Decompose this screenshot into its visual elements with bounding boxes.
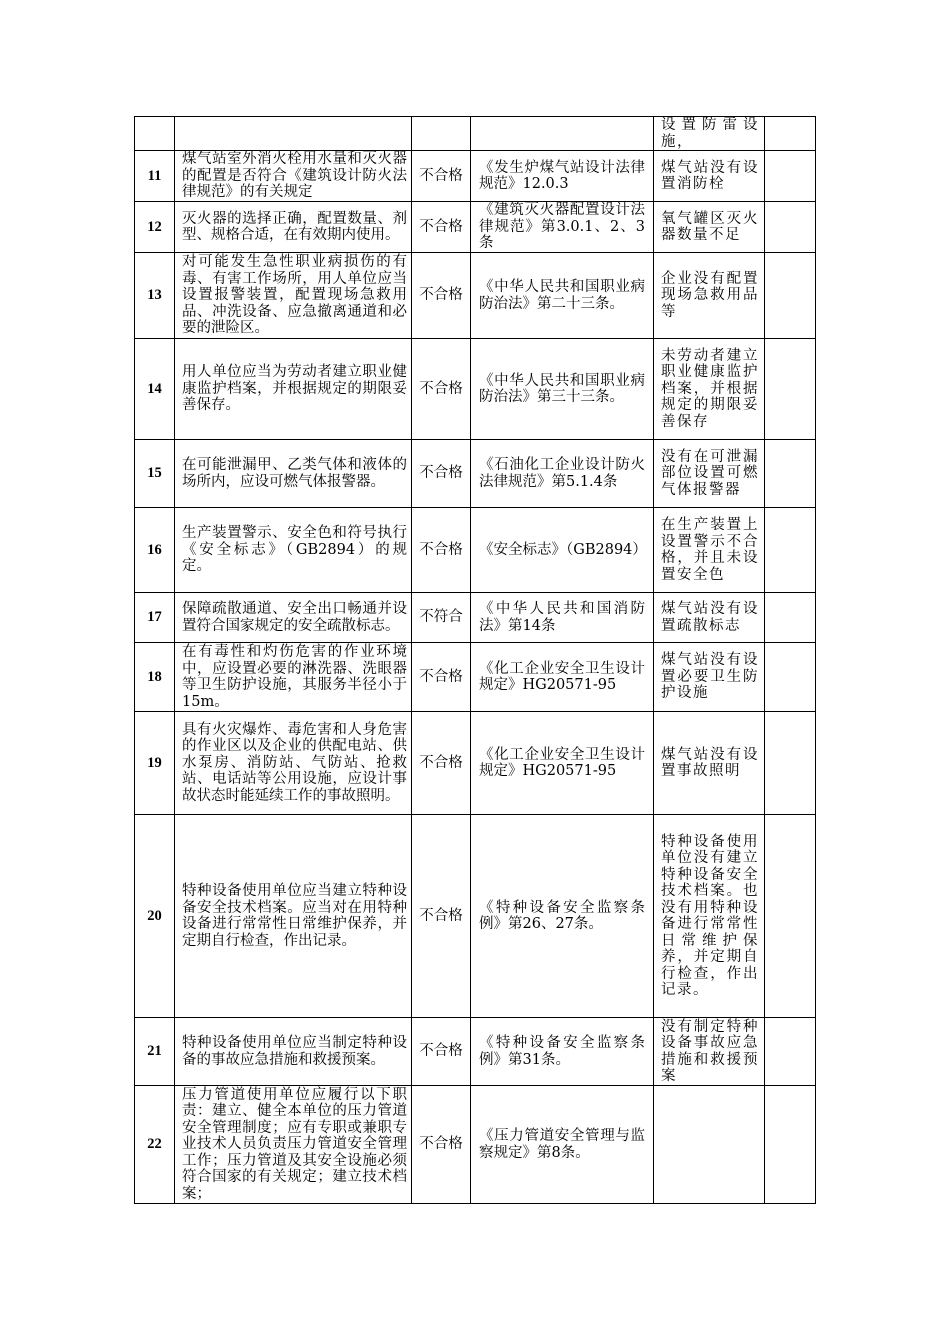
result-cell: 不合格: [412, 1018, 471, 1086]
basis-cell: [471, 117, 654, 151]
basis-cell: 《化工企业安全卫生设计规定》HG20571-95: [471, 643, 654, 712]
table-row: [135, 508, 816, 593]
requirement-cell: 特种设备使用单位应当建立特种设备安全技术档案。应当对在用特种设备进行常常性日常维护保养，并定期自行检查，作出记录。: [175, 815, 412, 1018]
result-cell: 不合格: [412, 1086, 471, 1204]
row-number: 14: [135, 339, 175, 440]
basis-cell: 《特种设备安全监察条例》第26、27条。: [471, 815, 654, 1018]
basis-cell: 《压力管道安全管理与监察规定》第8条。: [471, 1086, 654, 1204]
description-cell: 在生产装置上设置警示不合格，并且未设置安全色: [654, 508, 765, 593]
remark-cell: [765, 202, 816, 253]
table-row: [135, 151, 816, 202]
description-cell: 氧气罐区灭火器数量不足: [654, 202, 765, 253]
row-number: 11: [135, 151, 175, 202]
row-number: 22: [135, 1086, 175, 1204]
basis-cell: 《发生炉煤气站设计法律规范》12.0.3: [471, 151, 654, 202]
requirement-cell: 对可能发生急性职业病损伤的有毒、有害工作场所，用人单位应当设置报警装置，配置现场急救用品、冲洗设备、应急撤离通道和必要的泄险区。: [175, 253, 412, 339]
table-row: [135, 593, 816, 643]
basis-cell: 《中华人民共和国职业病防治法》第二十三条。: [471, 253, 654, 339]
row-number: 19: [135, 712, 175, 815]
table-row: [135, 253, 816, 339]
row-number: 15: [135, 440, 175, 508]
remark-cell: [765, 1086, 816, 1204]
basis-cell: 《安全标志》（GB2894）: [471, 508, 654, 593]
description-cell: [654, 1086, 765, 1204]
table-row: [135, 1086, 816, 1204]
basis-cell: 《中华人民共和国职业病防治法》第三十三条。: [471, 339, 654, 440]
basis-cell: 《石油化工企业设计防火法律规范》第5.1.4条: [471, 440, 654, 508]
result-cell: [412, 117, 471, 151]
row-number: 13: [135, 253, 175, 339]
description-cell: 特种设备使用单位没有建立特种设备安全技术档案。也没有用特种设备进行常常性日常维护保养，并定期自行检查，作出记录。: [654, 815, 765, 1018]
table-row: [135, 1018, 816, 1086]
description-cell: 煤气站没有设置疏散标志: [654, 593, 765, 643]
description-cell: 煤气站没有设置必要卫生防护设施: [654, 643, 765, 712]
requirement-cell: 生产装置警示、安全色和符号执行《安全标志》（GB2894）的规定。: [175, 508, 412, 593]
description-cell: 设置防雷设施，: [654, 117, 765, 151]
table-row: [135, 117, 816, 151]
row-number: 21: [135, 1018, 175, 1086]
remark-cell: [765, 712, 816, 815]
description-cell: 没有在可泄漏部位设置可燃气体报警器: [654, 440, 765, 508]
result-cell: 不合格: [412, 202, 471, 253]
row-number: 12: [135, 202, 175, 253]
inspection-table: [134, 116, 816, 1204]
row-number: 18: [135, 643, 175, 712]
description-cell: 企业没有配置现场急救用品等: [654, 253, 765, 339]
basis-cell: 《建筑灭火器配置设计法律规范》第3.0.1、2、3条: [471, 202, 654, 253]
description-cell: 煤气站没有设置事故照明: [654, 712, 765, 815]
row-number: [135, 117, 175, 151]
table-row: [135, 202, 816, 253]
result-cell: 不合格: [412, 643, 471, 712]
requirement-cell: [175, 117, 412, 151]
requirement-cell: 压力管道使用单位应履行以下职责：建立、健全本单位的压力管道安全管理制度；应有专职或兼职专业技术人员负责压力管道安全管理工作；压力管道及其安全设施必须符合国家的有关规定；建立技术档案；: [175, 1086, 412, 1204]
requirement-cell: 具有火灾爆炸、毒危害和人身危害的作业区以及企业的供配电站、供水泵房、消防站、气防站、抢救站、电话站等公用设施，应设计事故状态时能延续工作的事故照明。: [175, 712, 412, 815]
row-number: 20: [135, 815, 175, 1018]
remark-cell: [765, 1018, 816, 1086]
table-row: [135, 815, 816, 1018]
remark-cell: [765, 440, 816, 508]
row-number: 17: [135, 593, 175, 643]
requirement-cell: 煤气站室外消火栓用水量和灭火器的配置是否符合《建筑设计防火法律规范》的有关规定: [175, 151, 412, 202]
remark-cell: [765, 643, 816, 712]
result-cell: 不合格: [412, 508, 471, 593]
row-number: 16: [135, 508, 175, 593]
remark-cell: [765, 151, 816, 202]
result-cell: 不符合: [412, 593, 471, 643]
basis-cell: 《中华人民共和国消防法》第14条: [471, 593, 654, 643]
result-cell: 不合格: [412, 815, 471, 1018]
result-cell: 不合格: [412, 440, 471, 508]
result-cell: 不合格: [412, 151, 471, 202]
requirement-cell: 灭火器的选择正确，配置数量、剂型、规格合适，在有效期内使用。: [175, 202, 412, 253]
result-cell: 不合格: [412, 339, 471, 440]
requirement-cell: 保障疏散通道、安全出口畅通并设置符合国家规定的安全疏散标志。: [175, 593, 412, 643]
remark-cell: [765, 117, 816, 151]
requirement-cell: 在可能泄漏甲、乙类气体和液体的场所内，应设可燃气体报警器。: [175, 440, 412, 508]
requirement-cell: 在有毒性和灼伤危害的作业环境中，应设置必要的淋洗器、洗眼器等卫生防护设施，其服务半径小于15m。: [175, 643, 412, 712]
description-cell: 未劳动者建立职业健康监护档案，并根据规定的期限妥善保存: [654, 339, 765, 440]
remark-cell: [765, 815, 816, 1018]
remark-cell: [765, 339, 816, 440]
requirement-cell: 用人单位应当为劳动者建立职业健康监护档案，并根据规定的期限妥善保存。: [175, 339, 412, 440]
result-cell: 不合格: [412, 712, 471, 815]
basis-cell: 《特种设备安全监察条例》第31条。: [471, 1018, 654, 1086]
remark-cell: [765, 593, 816, 643]
description-cell: 没有制定特种设备事故应急措施和救援预案: [654, 1018, 765, 1086]
basis-cell: 《化工企业安全卫生设计规定》HG20571-95: [471, 712, 654, 815]
table-row: [135, 339, 816, 440]
remark-cell: [765, 508, 816, 593]
requirement-cell: 特种设备使用单位应当制定特种设备的事故应急措施和救援预案。: [175, 1018, 412, 1086]
table-row: [135, 712, 816, 815]
remark-cell: [765, 253, 816, 339]
result-cell: 不合格: [412, 253, 471, 339]
description-cell: 煤气站没有设置消防栓: [654, 151, 765, 202]
table-row: [135, 440, 816, 508]
table-row: [135, 643, 816, 712]
